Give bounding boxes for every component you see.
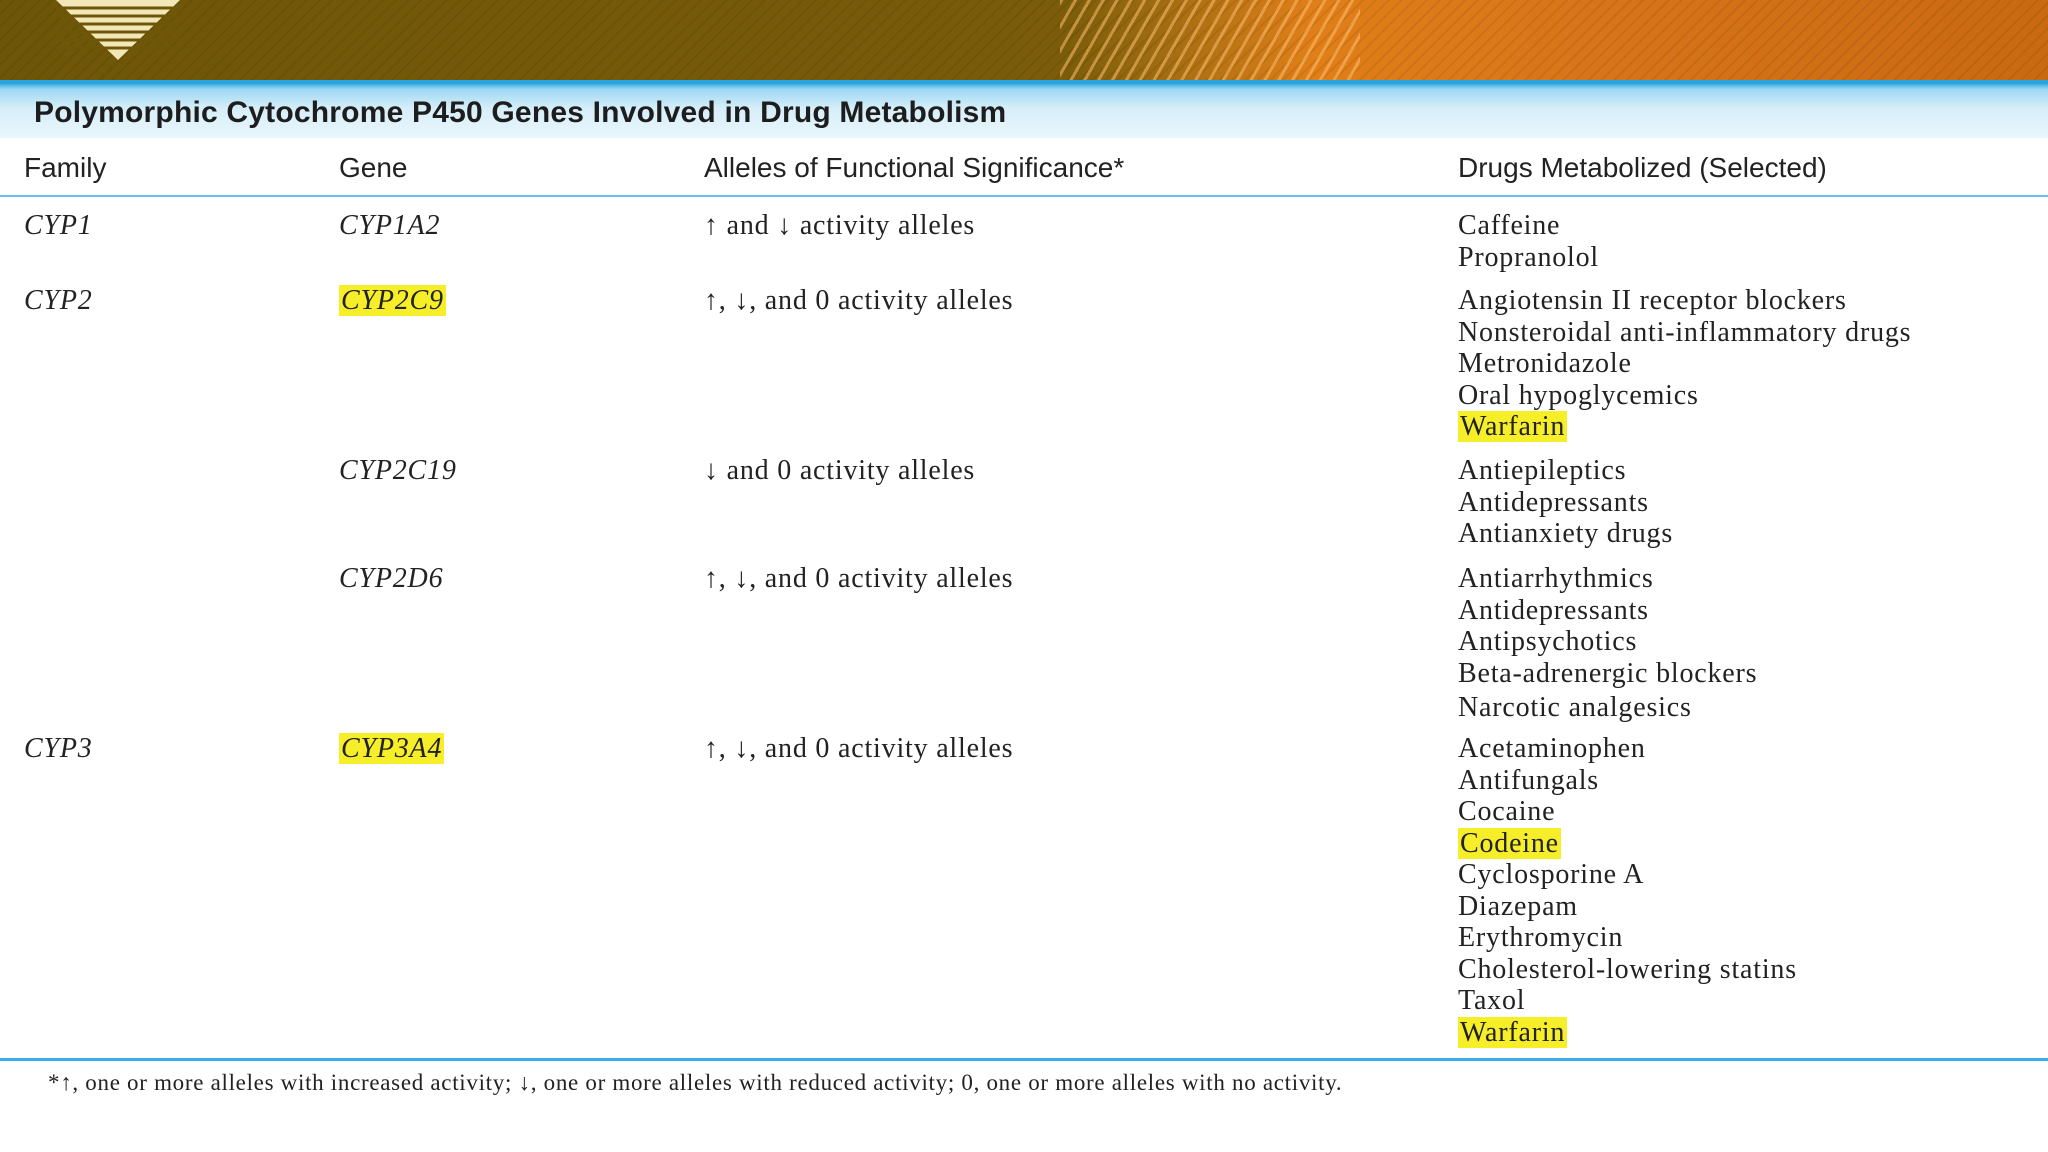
gene-cell: CYP2C19 <box>339 455 457 486</box>
drug-item: Antianxiety drugs <box>1458 518 1674 549</box>
banner-stripes <box>1060 0 1360 80</box>
drug-item: Narcotic analgesics <box>1458 692 1692 723</box>
table-footnote: *↑, one or more alleles with increased activity; ↓, one or more alleles with reduced activity; 0, one or more alleles with no activity. <box>48 1070 1343 1095</box>
drug-highlight: Codeine <box>1460 827 1559 859</box>
drug-item: Nonsteroidal anti-inflammatory drugs <box>1458 316 1912 348</box>
drug-item: Caffeine <box>1458 210 1561 241</box>
gene-cell: CYP2D6 <box>339 563 444 594</box>
drug-highlight: Warfarin <box>1460 1016 1566 1048</box>
gene-cell <box>339 285 446 317</box>
column-header-gene: Gene <box>339 152 408 183</box>
gene-cell: CYP1A2 <box>339 210 441 241</box>
drug-item: Antifungals <box>1458 764 1600 796</box>
drug-item <box>1458 411 1911 443</box>
drug-item: Antiarrhythmics <box>1458 563 1654 594</box>
drugs-list <box>1458 563 1757 724</box>
drugs-list <box>1458 733 1797 1048</box>
drugs-list <box>1458 455 1673 550</box>
drug-item: Erythromycin <box>1458 922 1624 953</box>
table-title-bar <box>0 80 2048 138</box>
drug-item: Propranolol <box>1458 241 1600 273</box>
drugs-list <box>1458 285 1911 443</box>
drug-item: Taxol <box>1458 985 1526 1016</box>
alleles-cell: ↑, ↓, and 0 activity alleles <box>704 733 1014 764</box>
drug-item: Cocaine <box>1458 796 1556 827</box>
gene-cell <box>339 733 444 765</box>
column-header-alleles: Alleles of Functional Significance* <box>704 152 1125 183</box>
drug-item <box>1458 828 1797 860</box>
drug-item: Beta-adrenergic blockers <box>1458 657 1758 689</box>
drug-item: Antidepressants <box>1458 594 1649 626</box>
drug-item: Cholesterol-lowering statins <box>1458 953 1797 985</box>
alleles-cell: ↓ and 0 activity alleles <box>704 455 976 486</box>
alleles-cell: ↑, ↓, and 0 activity alleles <box>704 563 1014 594</box>
column-header-family: Family <box>24 152 107 183</box>
drug-item: Antipsychotics <box>1458 626 1638 657</box>
drug-item: Cyclosporine A <box>1458 859 1645 890</box>
drug-item: Diazepam <box>1458 890 1578 922</box>
drug-item <box>1458 1017 1797 1049</box>
gene-highlight: CYP2C9 <box>341 285 444 316</box>
family-cell: CYP1 <box>24 210 93 241</box>
family-cell: CYP3 <box>24 733 93 764</box>
drugs-list <box>1458 210 1599 273</box>
drug-item: Acetaminophen <box>1458 733 1646 764</box>
drug-item: Antidepressants <box>1458 486 1649 518</box>
table-title: Polymorphic Cytochrome P450 Genes Involved in Drug Metabolism <box>34 96 1007 129</box>
drug-item: Metronidazole <box>1458 348 1632 379</box>
family-cell: CYP2 <box>24 285 93 316</box>
drug-item: Oral hypoglycemics <box>1458 379 1699 411</box>
table-bottom-rule <box>0 1058 2048 1061</box>
alleles-cell: ↑ and ↓ activity alleles <box>704 210 976 241</box>
column-header-drugs: Drugs Metabolized (Selected) <box>1458 152 1827 183</box>
drug-highlight: Warfarin <box>1460 411 1566 442</box>
gene-highlight: CYP3A4 <box>341 733 443 764</box>
drug-item: Antiepileptics <box>1458 455 1627 486</box>
header-banner <box>0 0 2048 80</box>
drug-item: Angiotensin II receptor blockers <box>1458 285 1847 316</box>
chevron-logo-icon <box>56 0 180 60</box>
alleles-cell: ↑, ↓, and 0 activity alleles <box>704 285 1014 316</box>
header-divider <box>0 195 2048 197</box>
